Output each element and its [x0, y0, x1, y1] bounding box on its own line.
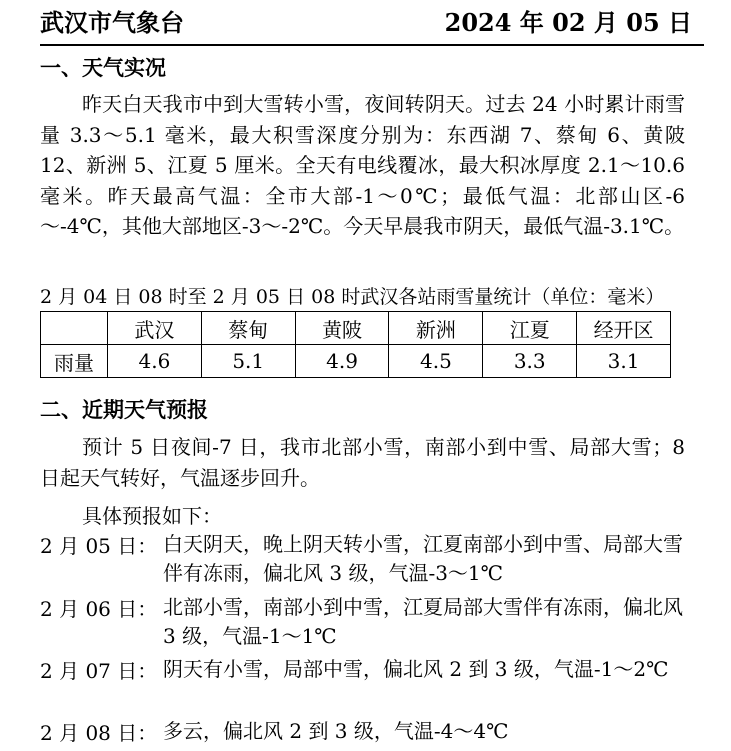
- bulletin-header: [40, 0, 704, 46]
- precipitation-table: [40, 311, 671, 378]
- table-cell: 4.9: [295, 345, 389, 378]
- forecast-intro: 具体预报如下：: [82, 504, 222, 528]
- forecast-date: 2 月 07 日：: [40, 659, 158, 683]
- table-cell: 3.3: [483, 345, 577, 378]
- table-cell: 5.1: [201, 345, 295, 378]
- forecast-date: 2 月 05 日：: [40, 534, 158, 558]
- table-header-row: [41, 312, 671, 345]
- table-row: [41, 345, 671, 378]
- station-header-huangpi: 黄陂: [295, 312, 389, 345]
- forecast-text: 北部小雪，南部小到中雪，江夏局部大雪伴有冻雨，偏北风 3 级，气温-1～1℃: [163, 595, 683, 648]
- station-header-wuhan: 武汉: [108, 312, 202, 345]
- section-title-forecast: 二、近期天气预报: [40, 397, 208, 422]
- issuer-name: 武汉市气象台: [40, 8, 184, 37]
- forecast-text: 白天阴天，晚上阴天转小雪，江夏南部小到中雪、局部大雪伴有冻雨，偏北风 3 级，气温-3～1℃: [163, 532, 683, 585]
- issue-date: 2024 年 02 月 05 日: [444, 8, 692, 37]
- forecast-paragraph: 预计 5 日夜间-7 日，我市北部小雪，南部小到中雪、局部大雪；8 日起天气转好，气温逐步回升。: [40, 435, 685, 490]
- forecast-text: 阴天有小雪，局部中雪，偏北风 2 到 3 级，气温-1～2℃: [163, 657, 669, 681]
- section-title-observations: 一、天气实况: [40, 55, 166, 80]
- station-header-jingkaiqu: 经开区: [577, 312, 671, 345]
- station-header-xinzhou: 新洲: [389, 312, 483, 345]
- station-header-jiangxia: 江夏: [483, 312, 577, 345]
- table-cell: 4.6: [108, 345, 202, 378]
- station-header-caidian: 蔡甸: [201, 312, 295, 345]
- table-caption: 2 月 04 日 08 时至 2 月 05 日 08 时武汉各站雨雪量统计（单位：毫米）: [40, 286, 665, 308]
- table-cell: 3.1: [577, 345, 671, 378]
- table-corner-cell: [41, 312, 108, 345]
- forecast-text: 多云，偏北风 2 到 3 级，气温-4～4℃: [163, 719, 509, 743]
- table-cell: 4.5: [389, 345, 483, 378]
- forecast-date: 2 月 08 日：: [40, 721, 158, 745]
- forecast-date: 2 月 06 日：: [40, 597, 158, 621]
- observation-paragraph: 昨天白天我市中到大雪转小雪，夜间转阴天。过去 24 小时累计雨雪量 3.3～5.1 毫米，最大积雪深度分别为：东西湖 7、蔡甸 6、黄陂 12、新洲 5、江夏 5 厘米。全天有电线覆冰，最大积冰厚度 2.1～10.6 毫米。昨天最高气温：全市大部-1～0℃；最低气温：北部山区-6～-4℃，其他大部地区-3～-2℃。今天早晨我市阴天，最低气温-3.1℃。: [40, 92, 685, 238]
- row-label: 雨量: [41, 345, 108, 378]
